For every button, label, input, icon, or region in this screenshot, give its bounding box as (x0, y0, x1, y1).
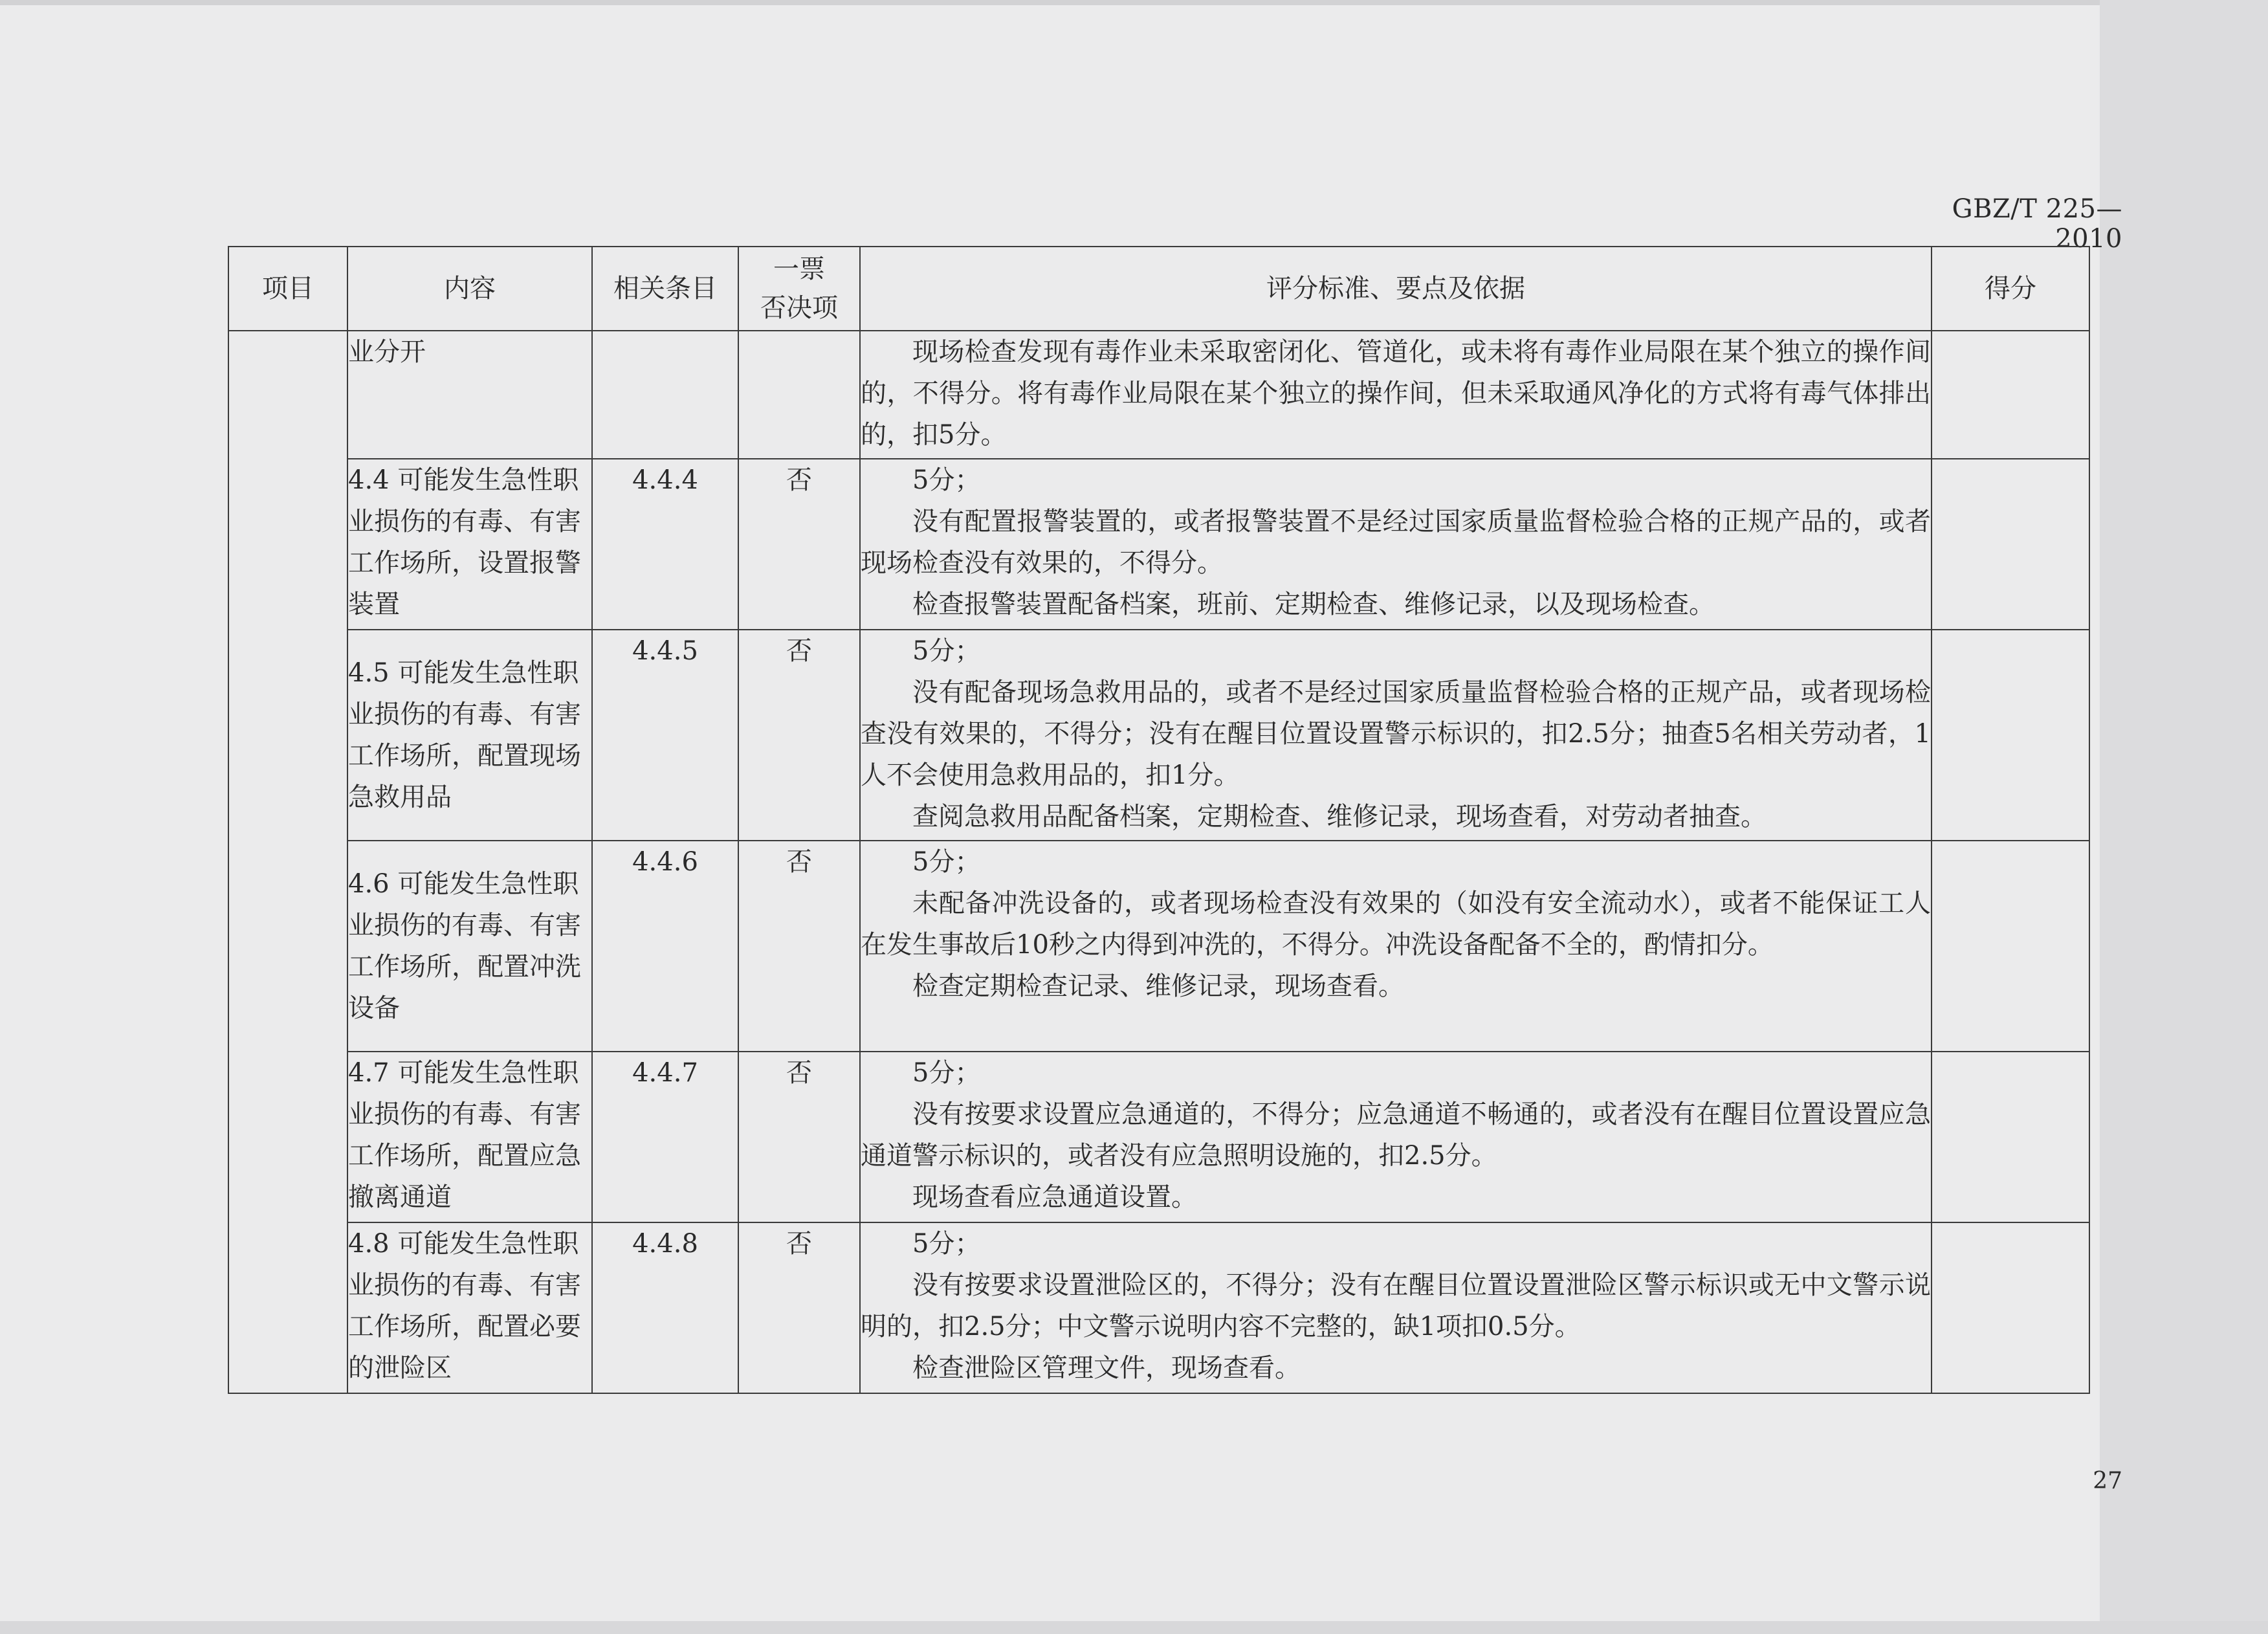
table-header-row (228, 247, 2089, 331)
criteria-text: 没有按要求设置泄险区的，不得分；没有在醒目位置设置泄险区警示标识或无中文警示说明的，扣2.5分；中文警示说明内容不完整的，缺1项扣0.5分。 (861, 1270, 1931, 1341)
criteria-points: 5分； (912, 847, 981, 877)
scan-bottom-edge (0, 1621, 2268, 1634)
header-content: 内容 (347, 247, 592, 331)
table-row (228, 1052, 2089, 1222)
criteria-cell (860, 459, 1932, 630)
content-cell: 4.5 可能发生急性职业损伤的有毒、有害工作场所，配置现场急救用品 (347, 630, 592, 841)
criteria-points: 5分； (912, 1229, 981, 1259)
criteria-method: 检查定期检查记录、维修记录，现场查看。 (912, 971, 1404, 1001)
score-cell (1932, 841, 2089, 1052)
clause-cell: 4.4.4 (592, 459, 738, 630)
criteria-method: 检查泄险区管理文件，现场查看。 (912, 1353, 1301, 1383)
header-veto (738, 247, 860, 331)
page-number: 27 (2093, 1468, 2122, 1494)
criteria-cell (860, 331, 1932, 459)
criteria-method: 查阅急救用品配备档案，定期检查、维修记录，现场查看，对劳动者抽查。 (912, 802, 1767, 832)
table-row (228, 1222, 2089, 1393)
header-veto-line2: 否决项 (760, 293, 838, 323)
header-criteria: 评分标准、要点及依据 (860, 247, 1932, 331)
score-cell (1932, 1052, 2089, 1222)
veto-cell (738, 331, 860, 459)
content-cell: 业分开 (347, 331, 592, 459)
criteria-method: 现场查看应急通道设置。 (912, 1182, 1197, 1212)
content-cell: 4.4 可能发生急性职业损伤的有毒、有害工作场所，设置报警装置 (347, 459, 592, 630)
table-row (228, 459, 2089, 630)
content-cell: 4.7 可能发生急性职业损伤的有毒、有害工作场所，配置应急撤离通道 (347, 1052, 592, 1222)
veto-cell: 否 (738, 1222, 860, 1393)
criteria-points: 5分； (912, 636, 981, 666)
header-clause: 相关条目 (592, 247, 738, 331)
criteria-text: 未配备冲洗设备的，或者现场检查没有效果的（如没有安全流动水），或者不能保证工人在发生事故后10秒之内得到冲洗的，不得分。冲洗设备配备不全的，酌情扣分。 (861, 889, 1931, 960)
criteria-points: 5分； (912, 465, 981, 495)
table-row (228, 841, 2089, 1052)
scan-right-margin (2100, 0, 2268, 1634)
criteria-cell (860, 1052, 1932, 1222)
header-score: 得分 (1932, 247, 2089, 331)
criteria-text: 没有按要求设置应急通道的，不得分；应急通道不畅通的，或者没有在醒目位置设置应急通道警示标识的，或者没有应急照明设施的，扣2.5分。 (861, 1099, 1931, 1171)
scan-top-edge (0, 0, 2268, 5)
veto-cell: 否 (738, 630, 860, 841)
criteria-points: 5分； (912, 1058, 981, 1088)
criteria-cell (860, 841, 1932, 1052)
clause-cell: 4.4.7 (592, 1052, 738, 1222)
criteria-text: 没有配置报警装置的，或者报警装置不是经过国家质量监督检验合格的正规产品的，或者现场检查没有效果的，不得分。 (861, 507, 1931, 578)
clause-cell: 4.4.8 (592, 1222, 738, 1393)
scoring-table (228, 246, 2090, 1394)
criteria-cell (860, 630, 1932, 841)
criteria-cell (860, 1222, 1932, 1393)
content-cell: 4.8 可能发生急性职业损伤的有毒、有害工作场所，配置必要的泄险区 (347, 1222, 592, 1393)
clause-cell (592, 331, 738, 459)
clause-cell: 4.4.5 (592, 630, 738, 841)
criteria-text: 现场检查发现有毒作业未采取密闭化、管道化，或未将有毒作业局限在某个独立的操作间的，不得分。将有毒作业局限在某个独立的操作间，但未采取通风净化的方式将有毒气体排出的，扣5分。 (861, 337, 1931, 450)
table-row (228, 630, 2089, 841)
veto-cell: 否 (738, 841, 860, 1052)
clause-cell: 4.4.6 (592, 841, 738, 1052)
table-row (228, 331, 2089, 459)
content-cell: 4.6 可能发生急性职业损伤的有毒、有害工作场所，配置冲洗设备 (347, 841, 592, 1052)
header-item: 项目 (228, 247, 347, 331)
score-cell (1932, 331, 2089, 459)
criteria-text: 没有配备现场急救用品的，或者不是经过国家质量监督检验合格的正规产品，或者现场检查没有效果的，不得分；没有在醒目位置设置警示标识的，扣2.5分；抽查5名相关劳动者，1人不会使用急救用品的，扣1分。 (861, 678, 1931, 790)
score-cell (1932, 630, 2089, 841)
score-cell (1932, 459, 2089, 630)
veto-cell: 否 (738, 459, 860, 630)
score-cell (1932, 1222, 2089, 1393)
standard-code: GBZ/T 225—2010 (1952, 194, 2122, 254)
item-cell (228, 331, 347, 1393)
header-veto-line1: 一票 (773, 254, 825, 284)
criteria-method: 检查报警装置配备档案，班前、定期检查、维修记录，以及现场检查。 (912, 590, 1715, 619)
veto-cell: 否 (738, 1052, 860, 1222)
